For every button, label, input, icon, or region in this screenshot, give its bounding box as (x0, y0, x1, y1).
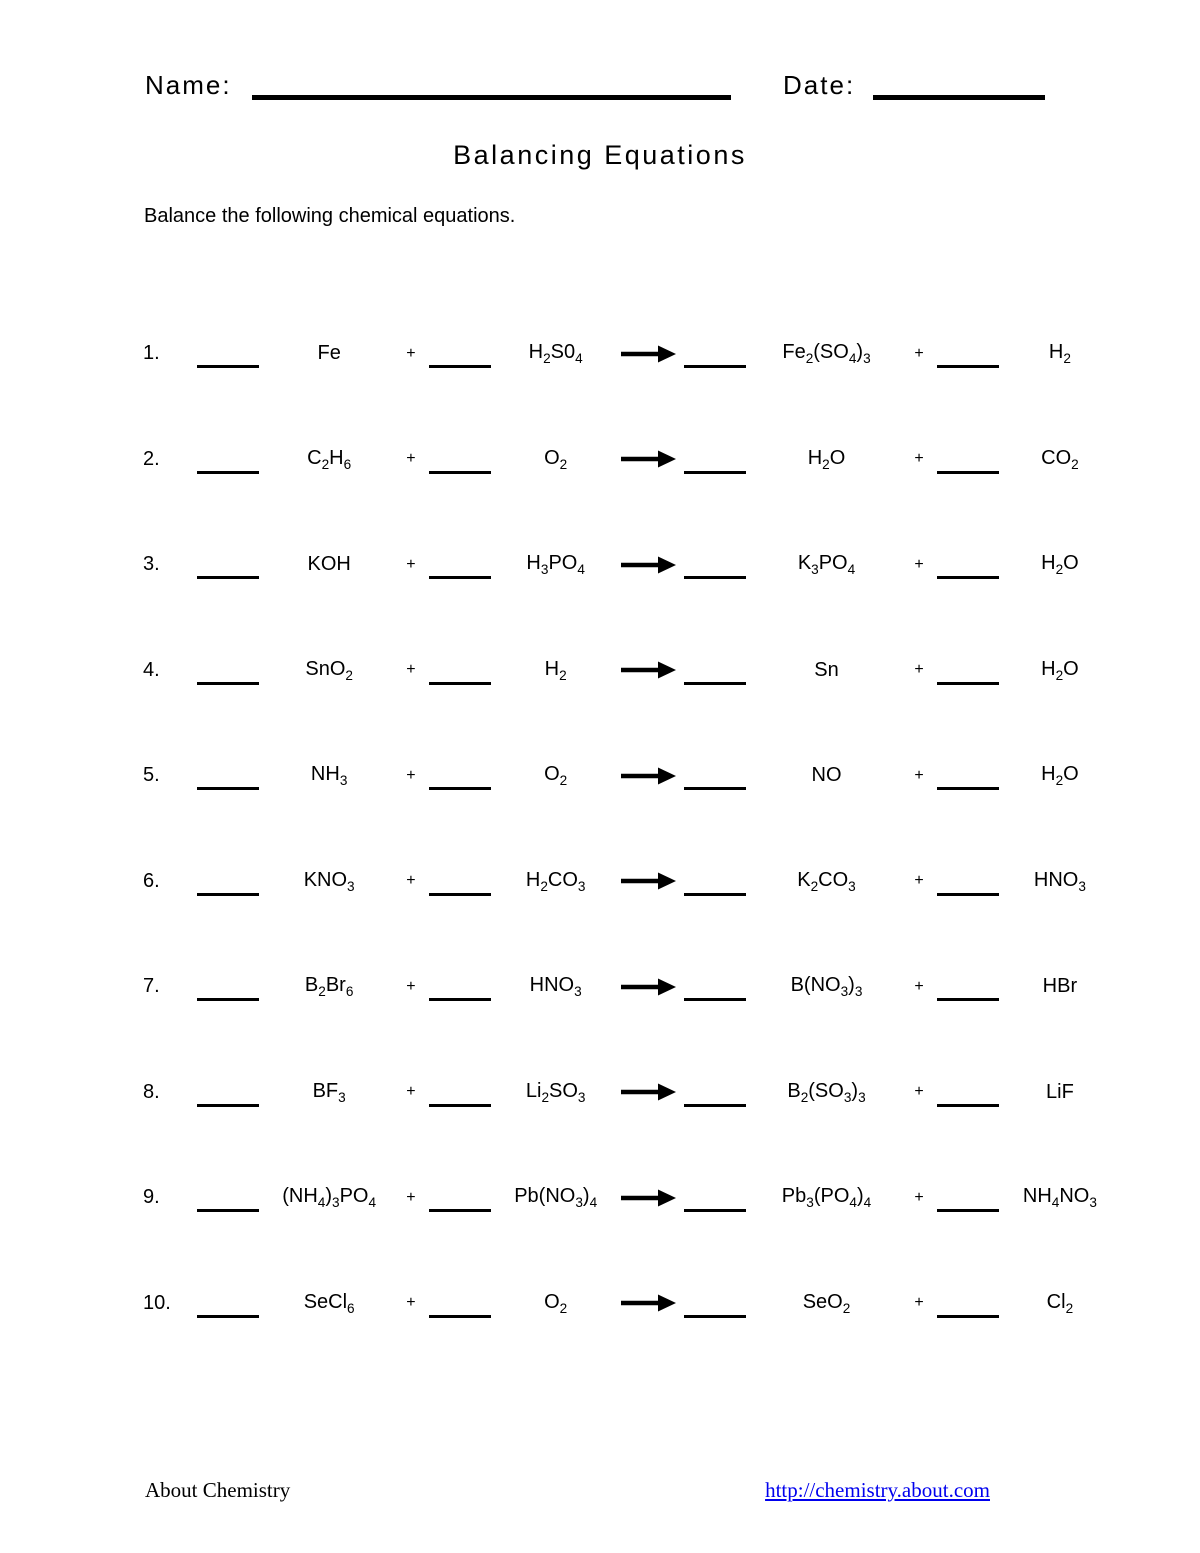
coefficient-blank-4[interactable] (937, 972, 999, 1001)
reactant-2-formula: $H_2S0_4$ (528, 341, 583, 367)
coefficient-blank-4[interactable] (937, 761, 999, 790)
equations-list (143, 301, 1118, 1356)
equation-row (143, 1145, 1118, 1251)
reactant-2-formula: $O_2$ (544, 446, 568, 472)
coefficient-blank-4[interactable] (937, 1289, 999, 1318)
reactant-2-formula: $H_2CO_3$ (525, 868, 586, 894)
plus-sign: + (914, 766, 924, 784)
instruction-text: Balance the following chemical equations. (144, 205, 516, 227)
coefficient-blank-1[interactable] (197, 761, 259, 790)
date-blank-line[interactable] (873, 75, 1045, 100)
date-label: Date: (783, 70, 856, 100)
reaction-arrow-icon (618, 976, 681, 998)
product-1-formula: NO (811, 764, 842, 787)
product-2-formula: LiF (1046, 1080, 1074, 1103)
plus-sign: + (914, 555, 924, 573)
coefficient-blank-1[interactable] (197, 656, 259, 685)
coefficient-blank-2[interactable] (429, 972, 491, 1001)
reactant-2-formula: $H_3PO_4$ (526, 552, 585, 578)
coefficient-blank-1[interactable] (197, 550, 259, 579)
equation-row (143, 723, 1118, 829)
reactant-1-formula: $(NH_4)_3PO_4$ (282, 1185, 377, 1211)
product-1-formula: $B(NO_3)_3$ (790, 974, 863, 1000)
plus-sign: + (914, 1294, 924, 1312)
plus-sign: + (406, 344, 416, 362)
reactant-2-formula: $Li_2SO_3$ (525, 1079, 586, 1105)
footer (145, 1478, 990, 1503)
coefficient-blank-2[interactable] (429, 445, 491, 474)
reactant-1-formula: $BF_3$ (312, 1079, 346, 1105)
page-title: Balancing Equations (453, 140, 747, 170)
product-2-formula: $H_2O$ (1041, 552, 1079, 578)
coefficient-blank-4[interactable] (937, 339, 999, 368)
plus-sign: + (914, 450, 924, 468)
reactant-2-formula: $O_2$ (544, 763, 568, 789)
product-2-formula: $HNO_3$ (1033, 868, 1086, 894)
reaction-arrow-icon (618, 448, 681, 470)
plus-sign: + (914, 977, 924, 995)
name-label: Name: (145, 70, 232, 100)
plus-sign: + (406, 1188, 416, 1206)
header (145, 72, 1045, 100)
coefficient-blank-3[interactable] (684, 761, 746, 790)
equation-number: 3. (143, 553, 160, 576)
coefficient-blank-1[interactable] (197, 867, 259, 896)
equation-row (143, 1040, 1118, 1146)
name-blank-line[interactable] (252, 75, 731, 100)
coefficient-blank-3[interactable] (684, 339, 746, 368)
plus-sign: + (914, 1083, 924, 1101)
reactant-1-formula: Fe (317, 342, 341, 365)
reactant-2-formula: $O_2$ (544, 1290, 568, 1316)
coefficient-blank-2[interactable] (429, 1078, 491, 1107)
plus-sign: + (406, 450, 416, 468)
plus-sign: + (406, 977, 416, 995)
product-2-formula: $H_2O$ (1041, 763, 1079, 789)
plus-sign: + (406, 872, 416, 890)
coefficient-blank-3[interactable] (684, 656, 746, 685)
coefficient-blank-2[interactable] (429, 867, 491, 896)
plus-sign: + (914, 344, 924, 362)
reaction-arrow-icon (618, 1292, 681, 1314)
reactant-1-formula: $C_2H_6$ (307, 446, 352, 472)
reactant-2-formula: $HNO_3$ (529, 974, 582, 1000)
coefficient-blank-1[interactable] (197, 1078, 259, 1107)
coefficient-blank-1[interactable] (197, 972, 259, 1001)
reaction-arrow-icon (618, 1187, 681, 1209)
product-1-formula: Sn (814, 658, 839, 681)
equation-row (143, 618, 1118, 724)
coefficient-blank-4[interactable] (937, 445, 999, 474)
reaction-arrow-icon (618, 1081, 681, 1103)
coefficient-blank-3[interactable] (684, 445, 746, 474)
reactant-1-formula: SnO$_2$ (305, 657, 353, 683)
product-2-formula: $H_2$ (1048, 341, 1071, 367)
plus-sign: + (406, 1083, 416, 1101)
coefficient-blank-4[interactable] (937, 550, 999, 579)
equation-row (143, 512, 1118, 618)
product-1-formula: $K_2CO_3$ (797, 868, 856, 894)
coefficient-blank-3[interactable] (684, 1289, 746, 1318)
reactant-1-formula: SeCl$_6$ (303, 1290, 355, 1316)
coefficient-blank-3[interactable] (684, 550, 746, 579)
coefficient-blank-4[interactable] (937, 867, 999, 896)
equation-row (143, 407, 1118, 513)
product-1-formula: $H_2O$ (807, 446, 846, 472)
plus-sign: + (406, 766, 416, 784)
equation-number: 1. (143, 342, 160, 365)
plus-sign: + (914, 872, 924, 890)
equation-number: 2. (143, 447, 160, 470)
equation-row (143, 301, 1118, 407)
coefficient-blank-1[interactable] (197, 1183, 259, 1212)
product-2-formula: $H_2O$ (1041, 657, 1079, 683)
reactant-1-formula: $NH_3$ (310, 763, 348, 789)
reaction-arrow-icon (618, 659, 681, 681)
equation-number: 10. (143, 1291, 171, 1314)
product-2-formula: HBr (1042, 975, 1078, 998)
reaction-arrow-icon (618, 765, 681, 787)
equation-number: 9. (143, 1186, 160, 1209)
reactant-2-formula: $H_2$ (544, 657, 567, 683)
coefficient-blank-2[interactable] (429, 1183, 491, 1212)
equation-number: 4. (143, 658, 160, 681)
equation-row (143, 1251, 1118, 1357)
equation-number: 7. (143, 975, 160, 998)
coefficient-blank-3[interactable] (684, 1183, 746, 1212)
reaction-arrow-icon (618, 343, 681, 365)
product-2-formula: $NH_4NO_3$ (1022, 1185, 1097, 1211)
coefficient-blank-1[interactable] (197, 1289, 259, 1318)
coefficient-blank-2[interactable] (429, 761, 491, 790)
footer-brand: About Chemistry (145, 1478, 291, 1502)
coefficient-blank-3[interactable] (684, 972, 746, 1001)
equation-row (143, 934, 1118, 1040)
plus-sign: + (406, 661, 416, 679)
coefficient-blank-2[interactable] (429, 1289, 491, 1318)
product-1-formula: $Fe_2(SO_4)_3$ (782, 341, 871, 367)
equation-number: 8. (143, 1080, 160, 1103)
plus-sign: + (406, 555, 416, 573)
coefficient-blank-2[interactable] (429, 656, 491, 685)
reactant-1-formula: KOH (307, 553, 351, 576)
plus-sign: + (406, 1294, 416, 1312)
coefficient-blank-4[interactable] (937, 1078, 999, 1107)
product-1-formula: $B_2(SO_3)_3$ (787, 1079, 866, 1105)
plus-sign: + (914, 661, 924, 679)
reactant-1-formula: $KNO_3$ (303, 868, 355, 894)
reactant-1-formula: $B_2Br_6$ (304, 974, 354, 1000)
equation-number: 6. (143, 869, 160, 892)
reaction-arrow-icon (618, 870, 681, 892)
product-1-formula: SeO$_2$ (802, 1290, 851, 1316)
coefficient-blank-3[interactable] (684, 867, 746, 896)
equation-row (143, 829, 1118, 935)
coefficient-blank-1[interactable] (197, 339, 259, 368)
product-1-formula: $Pb_3(PO_4)_4$ (781, 1185, 872, 1211)
coefficient-blank-4[interactable] (937, 656, 999, 685)
plus-sign: + (914, 1188, 924, 1206)
product-2-formula: $CO_2$ (1041, 446, 1079, 472)
footer-link[interactable]: http://chemistry.about.com (765, 1478, 990, 1502)
coefficient-blank-2[interactable] (429, 339, 491, 368)
reaction-arrow-icon (618, 554, 681, 576)
reactant-2-formula: $Pb(NO_3)_4$ (514, 1185, 598, 1211)
coefficient-blank-1[interactable] (197, 445, 259, 474)
coefficient-blank-4[interactable] (937, 1183, 999, 1212)
coefficient-blank-2[interactable] (429, 550, 491, 579)
equation-number: 5. (143, 764, 160, 787)
coefficient-blank-3[interactable] (684, 1078, 746, 1107)
product-1-formula: $K_3PO_4$ (797, 552, 856, 578)
product-2-formula: $Cl_2$ (1046, 1290, 1074, 1316)
